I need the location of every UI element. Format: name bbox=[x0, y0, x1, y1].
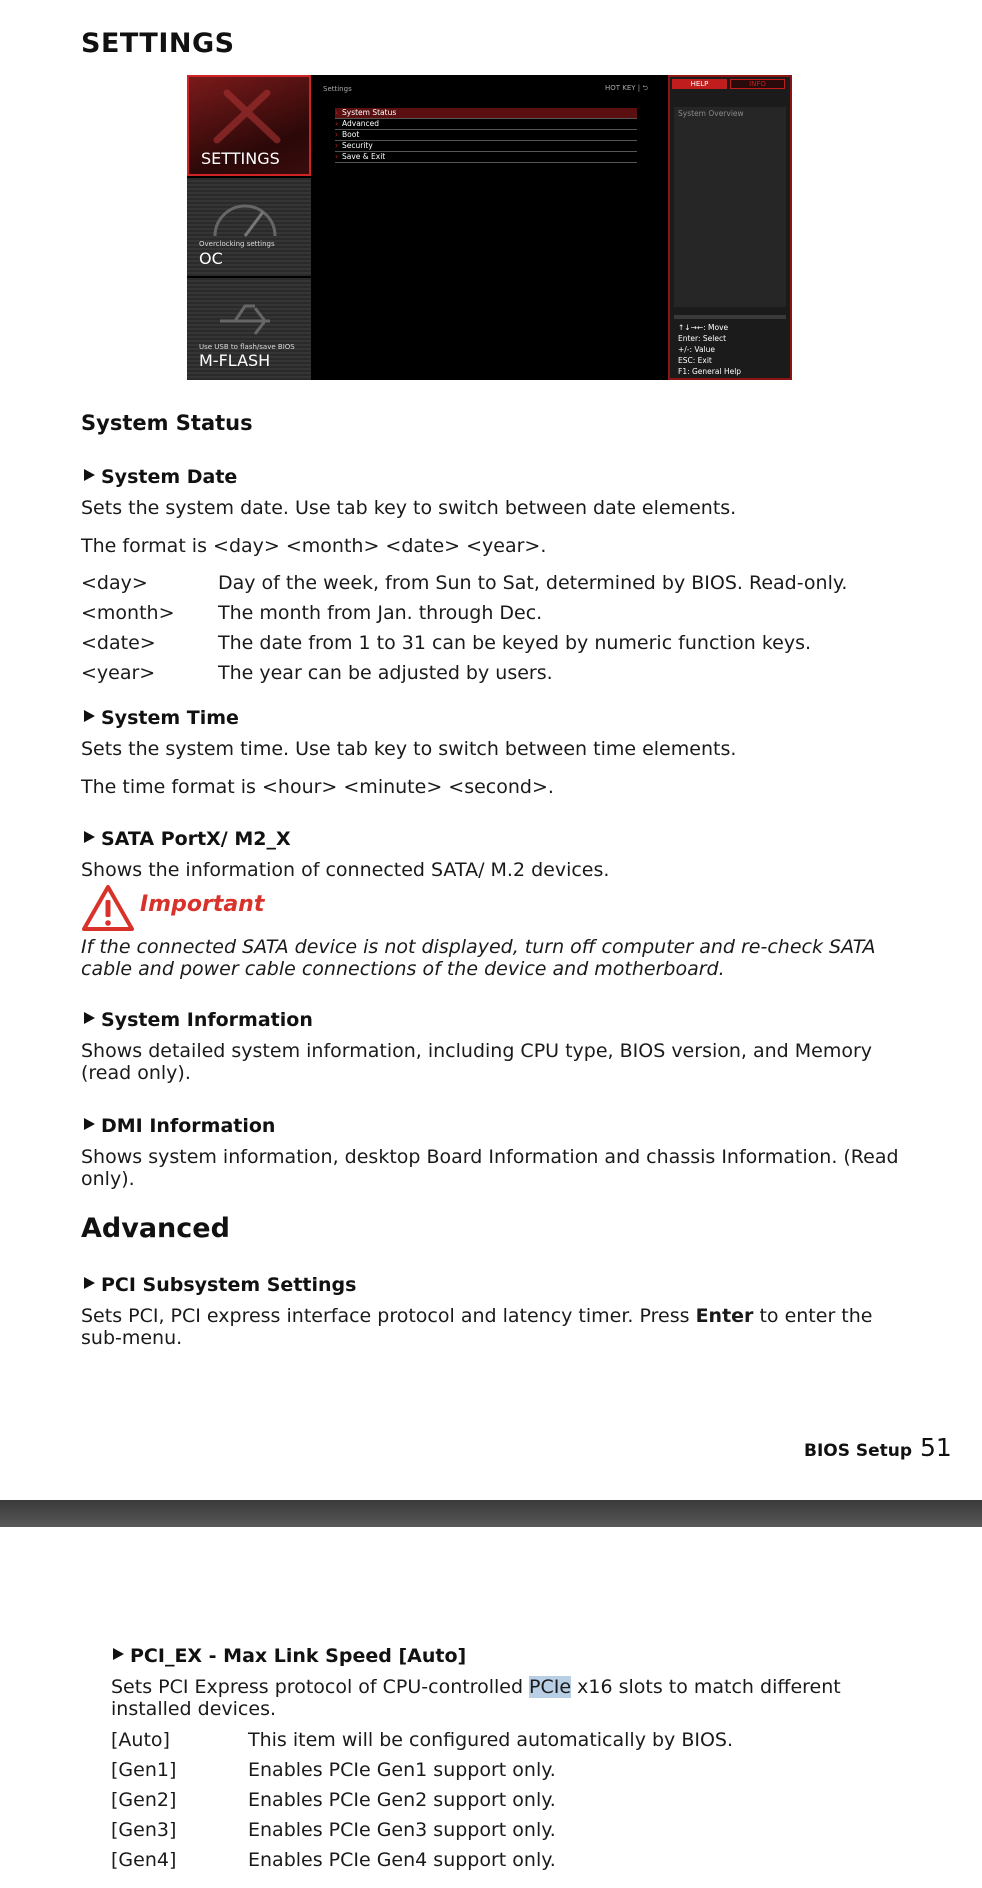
chevron-right-icon: › bbox=[335, 108, 338, 117]
definition-row bbox=[81, 632, 811, 654]
bios-menu-item bbox=[335, 130, 637, 141]
section-heading-advanced: Advanced bbox=[81, 1213, 230, 1244]
subsection-sata-port bbox=[84, 828, 291, 850]
subsection-pci-subsystem bbox=[84, 1274, 356, 1296]
definition-value: The month from Jan. through Dec. bbox=[218, 602, 543, 624]
paragraph-text: x16 slots to match different installed devices. bbox=[111, 1676, 841, 1720]
subsection-system-date bbox=[84, 466, 237, 488]
paragraph-text: Sets PCI, PCI express interface protocol and latency timer. Press bbox=[81, 1305, 696, 1327]
usb-icon bbox=[205, 286, 285, 346]
subsection-pci-ex-max-link-speed bbox=[113, 1645, 466, 1667]
bios-help-overview: System Overview bbox=[678, 109, 744, 118]
bios-help-panel bbox=[668, 75, 792, 380]
tools-icon bbox=[207, 85, 287, 145]
paragraph: The format is <day> <month> <date> <year>. bbox=[81, 535, 547, 557]
definition-row bbox=[81, 662, 553, 684]
definition-row bbox=[81, 572, 847, 594]
bios-info-tab: INFO bbox=[730, 79, 785, 89]
page-number: 51 bbox=[920, 1433, 952, 1462]
gauge-icon bbox=[205, 186, 285, 246]
subsection-title: DMI Information bbox=[101, 1115, 276, 1137]
paragraph-text: to enter the sub-menu. bbox=[81, 1305, 873, 1349]
definition-key: [Gen3] bbox=[111, 1819, 177, 1841]
paragraph: Shows the information of connected SATA/ M.2 devices. bbox=[81, 859, 610, 881]
triangle-bullet-icon bbox=[113, 1648, 124, 1660]
bios-tile-label: SETTINGS bbox=[201, 149, 280, 168]
definition-key: <date> bbox=[81, 632, 156, 654]
bios-menu-item bbox=[335, 141, 637, 152]
definition-value: The year can be adjusted by users. bbox=[218, 662, 553, 684]
section-heading-system-status: System Status bbox=[81, 411, 253, 435]
definition-value: This item will be configured automatically by BIOS. bbox=[248, 1729, 734, 1751]
bios-help-key: F1: General Help bbox=[678, 367, 742, 376]
bios-menu-item-label: Advanced bbox=[342, 119, 380, 128]
bios-help-body bbox=[674, 107, 786, 307]
bios-help-key: ESC: Exit bbox=[678, 356, 712, 365]
chevron-right-icon: › bbox=[335, 119, 338, 128]
paragraph: Sets the system time. Use tab key to switch between time elements. bbox=[81, 738, 737, 760]
definition-value: The date from 1 to 31 can be keyed by numeric function keys. bbox=[218, 632, 812, 654]
bios-help-key: ↑↓→←: Move bbox=[678, 323, 729, 332]
paragraph: Shows detailed system information, including CPU type, BIOS version, and Memory (read only). bbox=[81, 1040, 873, 1084]
subsection-system-time bbox=[84, 707, 239, 729]
bios-menu-item-label: Security bbox=[342, 141, 373, 150]
definition-value: Enables PCIe Gen2 support only. bbox=[248, 1789, 556, 1811]
paragraph-text: Sets PCI Express protocol of CPU-controlled bbox=[111, 1676, 530, 1698]
definition-value: Enables PCIe Gen4 support only. bbox=[248, 1849, 556, 1871]
definition-row bbox=[81, 602, 542, 624]
divider bbox=[674, 315, 786, 319]
definition-key: [Gen1] bbox=[111, 1759, 177, 1781]
page-title: SETTINGS bbox=[81, 28, 235, 59]
paragraph: Sets the system date. Use tab key to switch between date elements. bbox=[81, 497, 737, 519]
subsection-title: System Information bbox=[101, 1009, 313, 1031]
paragraph bbox=[81, 1305, 901, 1349]
chevron-right-icon: › bbox=[335, 130, 338, 139]
triangle-bullet-icon bbox=[84, 1118, 95, 1130]
triangle-bullet-icon bbox=[84, 710, 95, 722]
bios-menu-item bbox=[335, 152, 637, 163]
bios-tile-desc: Overclocking settings bbox=[199, 240, 275, 248]
bios-tile-mflash bbox=[187, 278, 311, 380]
definition-key: [Auto] bbox=[111, 1729, 170, 1751]
subsection-title: System Time bbox=[101, 707, 239, 729]
definition-value: Day of the week, from Sun to Sat, determined by BIOS. Read-only. bbox=[218, 572, 848, 594]
bios-help-tab: HELP bbox=[672, 79, 727, 89]
bios-menu-item-label: Save & Exit bbox=[342, 152, 386, 161]
bios-menu-item bbox=[335, 108, 637, 119]
paragraph: Shows system information, desktop Board Information and chassis Information. (Read only). bbox=[81, 1146, 899, 1190]
bios-tile-label: M-FLASH bbox=[199, 351, 271, 370]
subsection-title: PCI Subsystem Settings bbox=[101, 1274, 357, 1296]
bios-help-key: +/-: Value bbox=[678, 345, 716, 354]
bios-menu-item-label: System Status bbox=[342, 108, 397, 117]
triangle-bullet-icon bbox=[84, 469, 95, 481]
bios-menu-item-label: Boot bbox=[342, 130, 360, 139]
bios-tile-oc bbox=[187, 178, 311, 276]
definition-row bbox=[111, 1759, 556, 1781]
definition-key: [Gen2] bbox=[111, 1789, 177, 1811]
warning-icon bbox=[81, 884, 135, 932]
important-text: If the connected SATA device is not displayed, turn off computer and re-check SATA cable and power cable connections of the device and motherboard. bbox=[81, 936, 876, 980]
bios-hotkey: HOT KEY | ⮌ bbox=[605, 84, 648, 92]
triangle-bullet-icon bbox=[84, 1012, 95, 1024]
subsection-title: PCI_EX - Max Link Speed [Auto] bbox=[130, 1645, 467, 1667]
page-divider bbox=[0, 1500, 982, 1527]
definition-value: Enables PCIe Gen3 support only. bbox=[248, 1819, 556, 1841]
bios-help-keys bbox=[678, 322, 741, 377]
definition-row bbox=[111, 1789, 556, 1811]
definition-key: <year> bbox=[81, 662, 156, 684]
definition-value: Enables PCIe Gen1 support only. bbox=[248, 1759, 556, 1781]
triangle-bullet-icon bbox=[84, 831, 95, 843]
paragraph bbox=[111, 1676, 911, 1720]
definition-key: [Gen4] bbox=[111, 1849, 177, 1871]
selected-text[interactable]: PCIe bbox=[529, 1676, 572, 1698]
important-label: Important bbox=[140, 892, 265, 917]
subsection-dmi-information bbox=[84, 1115, 275, 1137]
paragraph: The time format is <hour> <minute> <second>. bbox=[81, 776, 554, 798]
definition-row bbox=[111, 1849, 556, 1871]
definition-key: <month> bbox=[81, 602, 175, 624]
bios-tile-desc: Use USB to flash/save BIOS bbox=[199, 343, 295, 351]
chevron-right-icon: › bbox=[335, 152, 338, 161]
subsection-title: SATA PortX/ M2_X bbox=[101, 828, 291, 850]
bios-screenshot bbox=[187, 75, 792, 380]
bios-menu-item bbox=[335, 119, 637, 130]
definition-row bbox=[111, 1819, 556, 1841]
bios-help-key: Enter: Select bbox=[678, 334, 727, 343]
chevron-right-icon: › bbox=[335, 141, 338, 150]
subsection-title: System Date bbox=[101, 466, 238, 488]
definition-key: <day> bbox=[81, 572, 148, 594]
bios-tile-label: OC bbox=[199, 249, 223, 268]
bios-menu-header: Settings bbox=[323, 85, 352, 93]
bios-tile-settings bbox=[187, 75, 311, 176]
triangle-bullet-icon bbox=[84, 1277, 95, 1289]
key-name: Enter bbox=[695, 1305, 754, 1327]
definition-row bbox=[111, 1729, 733, 1751]
subsection-system-information bbox=[84, 1009, 313, 1031]
footer-section-title: BIOS Setup bbox=[804, 1441, 913, 1461]
